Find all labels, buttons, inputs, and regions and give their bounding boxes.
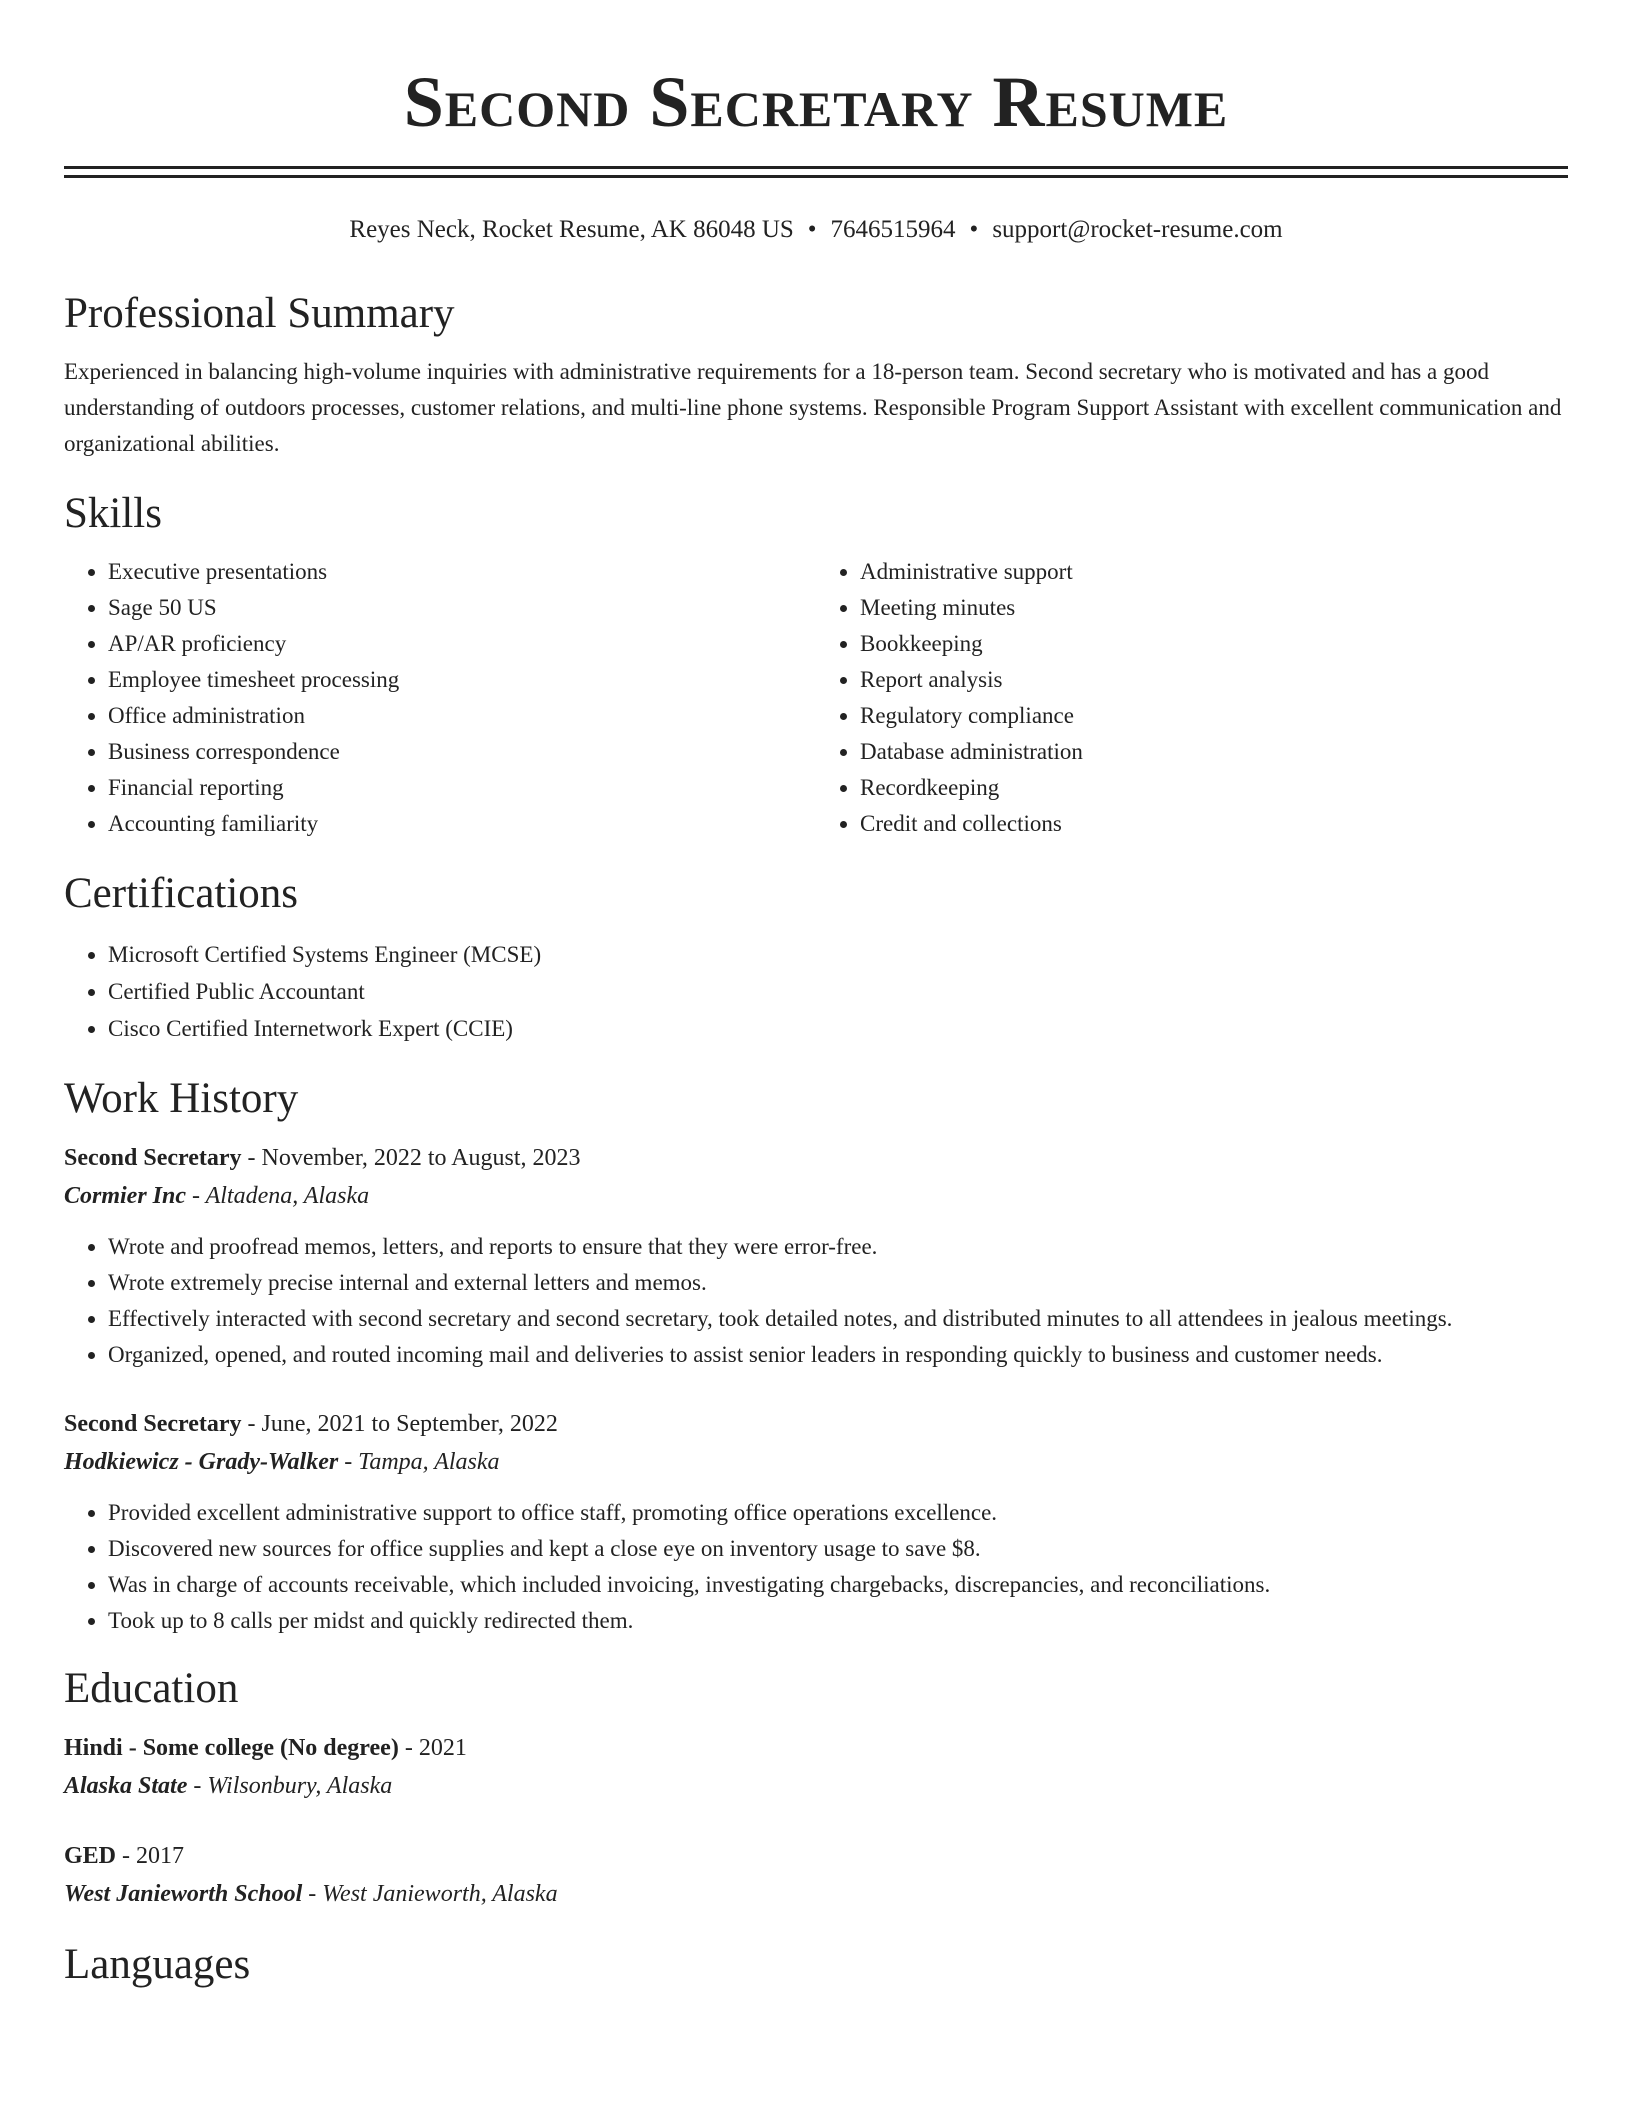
- job-title-line: [64, 1405, 1568, 1443]
- summary-text: Experienced in balancing high-volume inquiries with administrative requirements for a 18-person team. Second secretary who is motivated and has a good understanding of outdoors processes, customer relations, and multi-line phone systems. Responsible Program Support Assistant with excellent communication and organizational abilities.: [64, 359, 1562, 456]
- skills-heading: Skills: [64, 490, 162, 537]
- skill-item: • Employee timesheet processing: [108, 662, 816, 698]
- skill-item: • Business correspondence: [108, 734, 816, 770]
- skills-list-right: [816, 554, 1568, 842]
- education-school: West Janieworth School: [64, 1881, 303, 1907]
- skill-item: • Executive presentations: [108, 554, 816, 590]
- contact-phone: 7646515964: [830, 216, 956, 243]
- education-degree: Hindi - Some college (No degree): [64, 1735, 399, 1761]
- education-location: - West Janieworth, Alaska: [302, 1881, 558, 1907]
- job-duty: • Wrote extremely precise internal and external letters and memos.: [108, 1265, 1568, 1301]
- skill-item: • Database administration: [860, 734, 1568, 770]
- education-year: - 2017: [116, 1843, 185, 1869]
- job-duties-list: [64, 1495, 1568, 1639]
- contact-email: support@rocket-resume.com: [992, 216, 1283, 243]
- skill-item: • Administrative support: [860, 554, 1568, 590]
- skill-item: • Financial reporting: [108, 770, 816, 806]
- skill-item: • Sage 50 US: [108, 590, 816, 626]
- education-degree: GED: [64, 1843, 117, 1869]
- job-dates: - June, 2021 to September, 2022: [241, 1411, 558, 1437]
- certification-item: • Microsoft Certified Systems Engineer (MCSE): [108, 936, 1568, 973]
- job-duty: • Wrote and proofread memos, letters, and reports to ensure that they were error-free.: [108, 1229, 1568, 1265]
- education-entry: [64, 1837, 1568, 1913]
- skill-item: • Regulatory compliance: [860, 698, 1568, 734]
- skill-item: • AP/AR proficiency: [108, 626, 816, 662]
- job-duty: • Was in charge of accounts receivable, which included invoicing, investigating chargebacks, discrepancies, and reconciliations.: [108, 1567, 1568, 1603]
- contact-line: [64, 214, 1568, 246]
- job-title: Second Secretary: [64, 1411, 242, 1437]
- job-duty: • Effectively interacted with second secretary and second secretary, took detailed notes, and distributed minutes to all attendees in jealous meetings.: [108, 1301, 1568, 1337]
- job-title: Second Secretary: [64, 1145, 242, 1171]
- contact-address: Reyes Neck, Rocket Resume, AK 86048 US: [349, 216, 794, 243]
- job-location: - Altadena, Alaska: [186, 1183, 370, 1209]
- certification-item: • Certified Public Accountant: [108, 973, 1568, 1010]
- job-duty: • Took up to 8 calls per midst and quickly redirected them.: [108, 1603, 1568, 1639]
- education-school-line: [64, 1767, 1568, 1805]
- title-divider: [64, 166, 1568, 178]
- education-school-line: [64, 1875, 1568, 1913]
- contact-separator: •: [969, 216, 979, 243]
- job-company: Hodkiewicz - Grady-Walker: [64, 1449, 339, 1475]
- job-location: - Tampa, Alaska: [338, 1449, 500, 1475]
- summary-heading: Professional Summary: [64, 290, 455, 337]
- job-title-line: [64, 1139, 1568, 1177]
- job-dates: - November, 2022 to August, 2023: [241, 1145, 581, 1171]
- skills-columns: [64, 554, 1568, 842]
- skill-item: • Meeting minutes: [860, 590, 1568, 626]
- job-duty: • Organized, opened, and routed incoming mail and deliveries to assist senior leaders in responding quickly to business and customer needs.: [108, 1337, 1568, 1373]
- skill-item: • Recordkeeping: [860, 770, 1568, 806]
- certification-item: • Cisco Certified Internetwork Expert (CCIE): [108, 1010, 1568, 1047]
- job-company-line: [64, 1177, 1568, 1215]
- certifications-list: [64, 936, 1568, 1047]
- work-history-heading: Work History: [64, 1075, 299, 1122]
- education-degree-line: [64, 1837, 1568, 1875]
- skills-list-left: [64, 554, 816, 842]
- skill-item: • Credit and collections: [860, 806, 1568, 842]
- certifications-heading: Certifications: [64, 870, 299, 917]
- education-entry: [64, 1729, 1568, 1805]
- skill-item: • Bookkeeping: [860, 626, 1568, 662]
- education-heading: Education: [64, 1665, 239, 1712]
- education-degree-line: [64, 1729, 1568, 1767]
- job-company-line: [64, 1443, 1568, 1481]
- job-duty: • Provided excellent administrative support to office staff, promoting office operations excellence.: [108, 1495, 1568, 1531]
- job-entry: [64, 1405, 1568, 1639]
- skill-item: • Accounting familiarity: [108, 806, 816, 842]
- contact-separator: •: [807, 216, 817, 243]
- job-company: Cormier Inc: [64, 1183, 187, 1209]
- page-title: Second Secretary Resume: [403, 62, 1229, 142]
- education-location: - Wilsonbury, Alaska: [187, 1773, 393, 1799]
- education-year: - 2021: [398, 1735, 467, 1761]
- job-entry: [64, 1139, 1568, 1373]
- job-duty: • Discovered new sources for office supplies and kept a close eye on inventory usage to save $8.: [108, 1531, 1568, 1567]
- skill-item: • Report analysis: [860, 662, 1568, 698]
- skill-item: • Office administration: [108, 698, 816, 734]
- languages-heading: Languages: [64, 1941, 251, 1988]
- job-duties-list: [64, 1229, 1568, 1373]
- education-school: Alaska State: [64, 1773, 188, 1799]
